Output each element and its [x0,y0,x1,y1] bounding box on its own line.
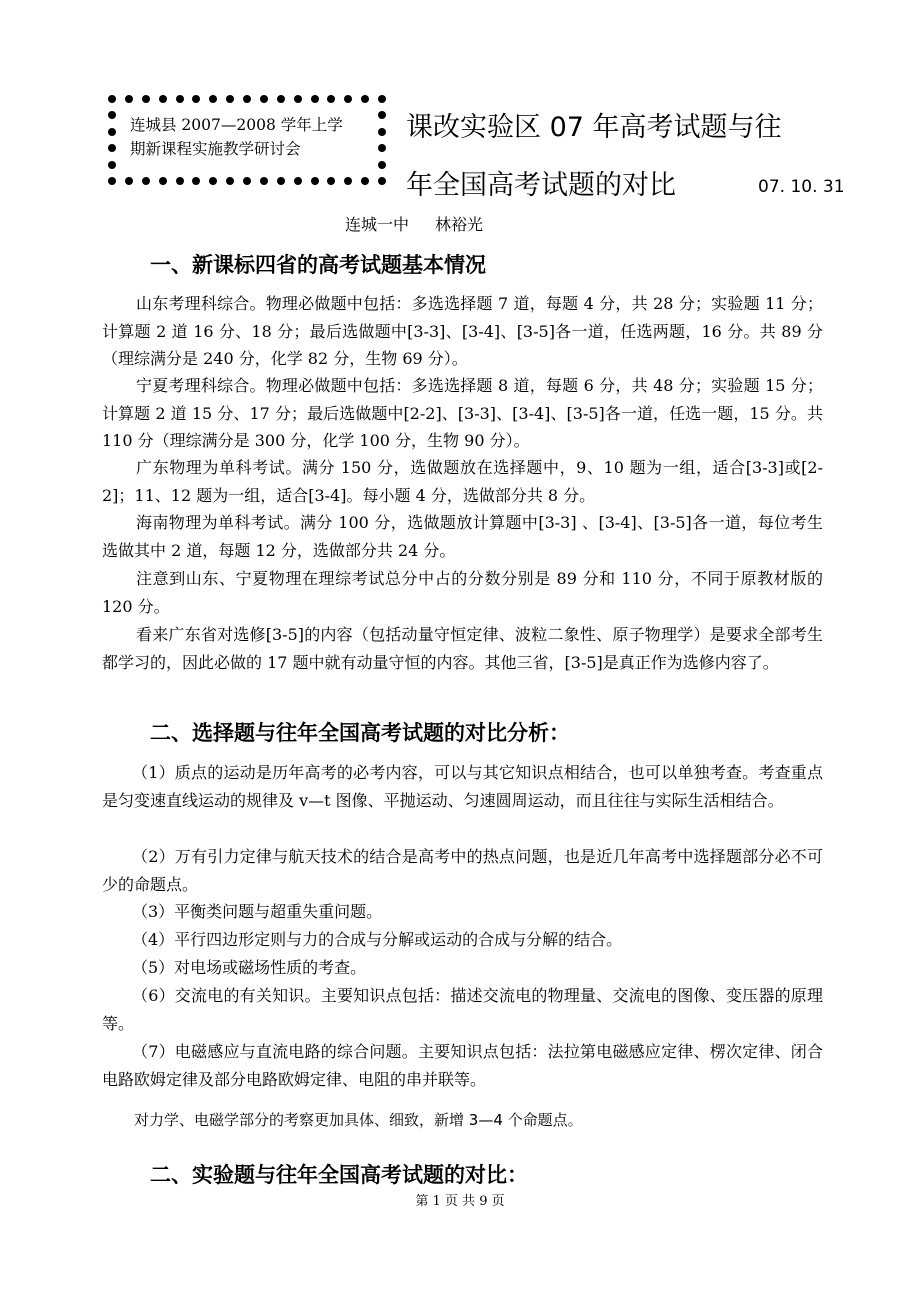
section1-paragraph: 宁夏考理科综合。物理必做题中包括：多选选择题 8 道，每题 6 分，共 48 分；实验题 15 分；计算题 2 道 15 分、17 分；最后选做题中[2-2]、[3-3]、[3-4]、[3-5]各一道，任选一题，15 分。共 110 分（理综满分是 300 分，化学 100 分，生物 90 分）。 [102,376,823,450]
author-school: 连城一中 [345,215,410,234]
document-date: 07. 10. 31 [758,177,845,197]
border-dot [125,95,133,103]
border-dot [159,177,167,185]
section2-item: （4）平行四边形定则与力的合成与分解或运动的合成与分解的结合。 [132,930,623,949]
border-dot [294,95,302,103]
border-dot [378,144,386,152]
border-dot [192,177,200,185]
border-dot [378,161,386,169]
border-dot [327,177,335,185]
document-title-line2: 年全国高考试题的对比 [406,170,676,201]
border-dot [311,177,319,185]
section1-paragraph: 山东考理科综合。物理必做题中包括：多选选择题 7 道，每题 4 分，共 28 分；实验题 11 分；计算题 2 道 16 分、18 分；最后选做题中[3-3]、[3-4]、[3-5]各一道，任选两题，16 分。共 89 分（理综满分是 240 分，化学 82 分，生物 69 分）。 [102,294,823,368]
border-dot [294,177,302,185]
border-dot [108,128,116,136]
border-dot [192,95,200,103]
border-dot [142,95,150,103]
border-dot [378,111,386,119]
border-dot [108,177,116,185]
border-dot [142,177,150,185]
border-dot [209,177,217,185]
border-dot [176,95,184,103]
border-dot [226,95,234,103]
section2-item: （2）万有引力定律与航天技术的结合是高考中的热点问题，也是近几年高考中选择题部分必不可少的命题点。 [102,847,823,894]
border-dot [378,128,386,136]
border-dot [277,177,285,185]
border-dot [243,177,251,185]
border-dot [108,144,116,152]
section2-item: （5）对电场或磁场性质的考查。 [132,958,367,977]
header-box-line2: 期新课程实施教学研讨会 [130,140,301,158]
section2-item: （6）交流电的有关知识。主要知识点包括：描述交流电的物理量、交流电的图像、变压器的原理等。 [102,986,823,1033]
section2-item: （7）电磁感应与直流电路的综合问题。主要知识点包括：法拉第电磁感应定律、楞次定律、闭合电路欧姆定律及部分电路欧姆定律、电阻的串并联等。 [102,1042,823,1089]
author-line [345,214,483,236]
section1-paragraph: 注意到山东、宁夏物理在理综考试总分中占的分数分别是 89 分和 110 分，不同于原教材版的 120 分。 [102,569,823,616]
section2-item: （3）平衡类问题与超重失重问题。 [132,902,383,921]
border-dot [260,95,268,103]
border-dot [277,95,285,103]
section2-summary: 对力学、电磁学部分的考察更加具体、细致，新增 3—4 个命题点。 [134,1111,583,1129]
border-dot [209,95,217,103]
border-dot [108,161,116,169]
border-dot [176,177,184,185]
border-dot [378,177,386,185]
section1-paragraph: 海南物理为单科考试。满分 100 分，选做题放计算题中[3-3] 、[3-4]、[3-5]各一道，每位考生选做其中 2 道，每题 12 分，选做部分共 24 分。 [102,513,823,560]
border-dot [327,95,335,103]
border-dot [125,177,133,185]
border-dot [260,177,268,185]
border-dot [243,95,251,103]
border-dot [108,111,116,119]
border-dot [311,95,319,103]
header-box-line1: 连城县 2007—2008 学年上学 [130,116,343,134]
section2-item: （1）质点的运动是历年高考的必考内容，可以与其它知识点相结合，也可以单独考查。考查重点是匀变速直线运动的规律及 v—t 图像、平抛运动、匀速圆周运动，而且往往与实际生活相结合。 [102,763,823,810]
section1-heading: 一、新课标四省的高考试题基本情况 [150,253,486,277]
border-dot [108,95,116,103]
document-title-line1: 课改实验区 07 年高考试题与往 [406,112,782,143]
border-dot [378,95,386,103]
border-dot [361,177,369,185]
section1-paragraph: 看来广东省对选修[3-5]的内容（包括动量守恒定律、波粒二象性、原子物理学）是要求全部考生都学习的，因此必做的 17 题中就有动量守恒的内容。其他三省，[3-5]是真正作为选修内容了。 [102,625,823,672]
border-dot [344,95,352,103]
author-name: 林裕光 [435,215,484,234]
border-dot [226,177,234,185]
border-dot [159,95,167,103]
section1-paragraph: 广东物理为单科考试。满分 150 分，选做题放在选择题中，9、10 题为一组，适合[3-3]或[2-2]；11、12 题为一组，适合[3-4]。每小题 4 分，选做部分共 8 分。 [102,458,823,505]
section2-heading: 二、选择题与往年全国高考试题的对比分析： [150,721,570,745]
section3-heading: 二、实验题与往年全国高考试题的对比： [150,1163,528,1187]
header-dotted-box [108,95,386,185]
border-dot [344,177,352,185]
border-dot [361,95,369,103]
page-footer: 第 1 页 共 9 页 [415,1194,505,1209]
